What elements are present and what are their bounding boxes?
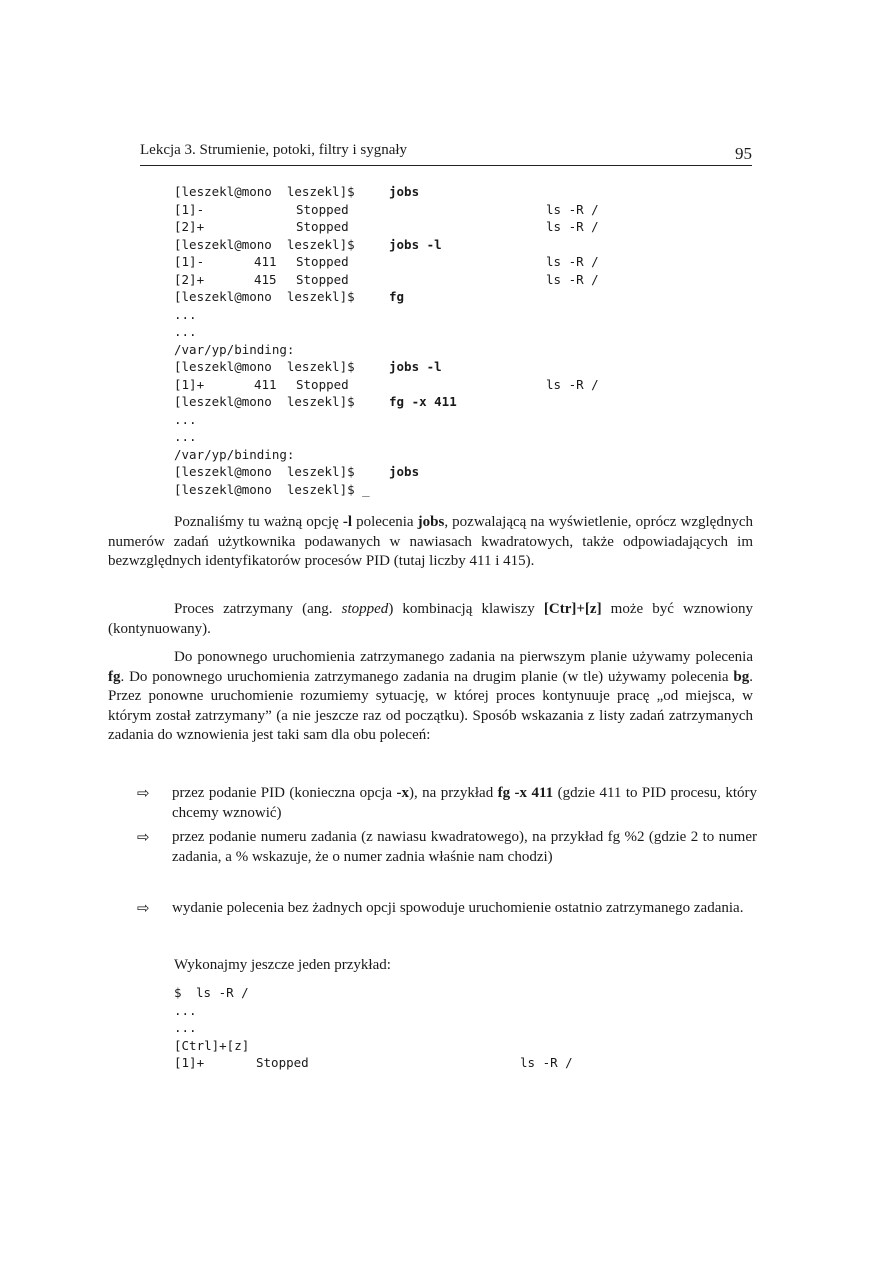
bullet-item bbox=[137, 784, 757, 823]
paragraph-1: Poznaliśmy tu ważną opcję -l polecenia jobs, pozwalającą na wyświetlenie, oprócz względnych numerów zadań użytkownika podawanych w nawiasach kwadratowych, także odpowiadających im bezwzględnych identyfikatorów procesów PID (tutaj liczby 411 i 415). bbox=[108, 514, 753, 569]
code-line: [1]- 411 Stopped ls -R / bbox=[174, 254, 599, 269]
code-line: ... bbox=[174, 1002, 197, 1018]
arrow-bullet-icon: ⇨ bbox=[137, 784, 150, 802]
bullet-text: wydanie polecenia bez żadnych opcji spowoduje uruchomienie ostatnio zatrzymanego zadania. bbox=[172, 900, 744, 916]
terminal-listing-2 bbox=[174, 984, 644, 1072]
code-line: [1]- Stopped ls -R / bbox=[174, 201, 599, 217]
code-line: [2]+ Stopped ls -R / bbox=[174, 219, 599, 234]
code-line: ... bbox=[174, 429, 197, 444]
code-line: [2]+ 415 Stopped ls -R / bbox=[174, 271, 599, 287]
code-line: $ ls -R / bbox=[174, 985, 249, 1000]
code-line: [leszekl@mono leszekl]$ jobs -l bbox=[174, 359, 442, 374]
code-line: [leszekl@mono leszekl]$ jobs -l bbox=[174, 236, 442, 252]
code-line: ... bbox=[174, 306, 197, 322]
code-line: ... bbox=[174, 324, 197, 339]
bullet-item bbox=[137, 899, 757, 919]
bullet-item bbox=[137, 828, 757, 867]
paragraph-2: Proces zatrzymany (ang. stopped) kombinacją klawiszy [Ctr]+[z] może być wznowiony (kontynuowany). bbox=[108, 601, 753, 637]
arrow-bullet-icon: ⇨ bbox=[137, 828, 150, 846]
code-line: [leszekl@mono leszekl]$ jobs bbox=[174, 464, 420, 479]
code-line: [Ctrl]+[z] bbox=[174, 1037, 250, 1053]
page-header bbox=[140, 140, 752, 168]
code-line: [leszekl@mono leszekl]$ _ bbox=[174, 481, 370, 497]
bullet-text: przez podanie PID (konieczna opcja -x), na przykład fg -x 411 (gdzie 411 to PID procesu, który chcemy wznowić) bbox=[172, 785, 757, 821]
terminal-listing-1 bbox=[174, 183, 644, 498]
code-line: [1]+ 411 Stopped ls -R / bbox=[174, 376, 599, 392]
example-lead: Wykonajmy jeszcze jeden przykład: bbox=[174, 957, 391, 973]
code-line: /var/yp/binding: bbox=[174, 446, 295, 462]
bullet-text: przez podanie numeru zadania (z nawiasu kwadratowego), na przykład fg %2 (gdzie 2 to numer zadania, a % wskazuje, że o numer zadnia właśnie nam chodzi) bbox=[172, 829, 757, 865]
running-head: Lekcja 3. Strumienie, potoki, filtry i sygnały bbox=[140, 142, 408, 158]
code-line: ... bbox=[174, 1020, 197, 1035]
code-line: [1]+ Stopped ls -R / bbox=[174, 1055, 573, 1070]
code-line: [leszekl@mono leszekl]$ fg bbox=[174, 289, 405, 304]
code-line: /var/yp/binding: bbox=[174, 341, 295, 357]
header-rule bbox=[140, 165, 752, 166]
code-line: [leszekl@mono leszekl]$ jobs bbox=[174, 184, 420, 199]
paragraph-3: Do ponownego uruchomienia zatrzymanego zadania na pierwszym planie używamy polecenia fg. Do ponownego uruchomienia zatrzymanego zadania na drugim planie (w tle) używamy polecenia bg. Przez ponowne uruchomienie rozumiemy sytuację, w której proces kontynuuje pracę „od miejsca, w którym został zatrzymany” (a nie jeszcze raz od początku). Sposób wskazania z listy zadań zatrzymanych zadania do wznowienia jest taki sam dla obu poleceń: bbox=[108, 649, 753, 743]
page-number: 95 bbox=[735, 144, 752, 163]
code-line: ... bbox=[174, 411, 197, 427]
arrow-bullet-icon: ⇨ bbox=[137, 899, 150, 917]
code-line: [leszekl@mono leszekl]$ fg -x 411 bbox=[174, 394, 457, 409]
